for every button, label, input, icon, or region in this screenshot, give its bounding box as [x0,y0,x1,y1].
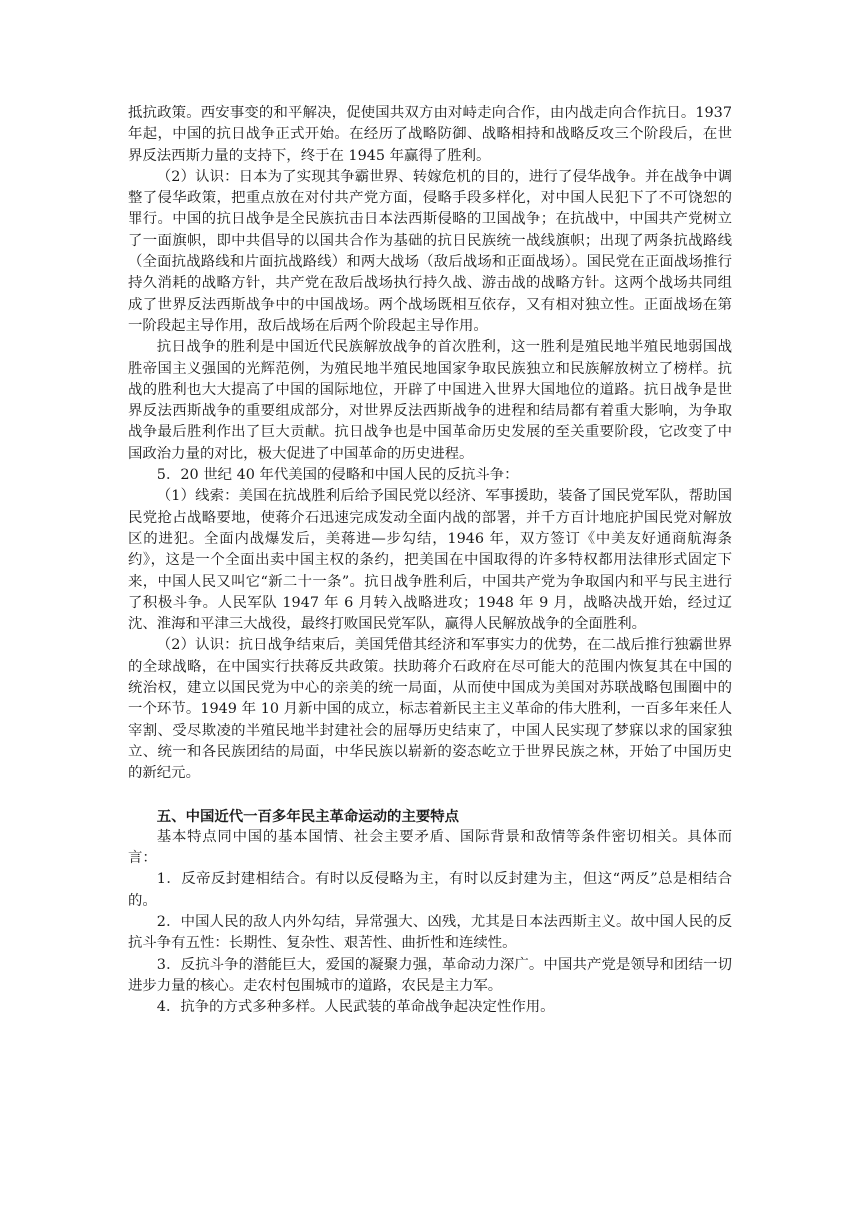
paragraph-victory-significance: 抗日战争的胜利是中国近代民族解放战争的首次胜利，这一胜利是殖民地半殖民地弱国战胜帝国主义强国的光辉范例，为殖民地半殖民地国家争取民族独立和民族解放树立了榜样。抗战的胜利也大大提高了中国的国际地位，开辟了中国进入世界大国地位的道路。抗日战争是世界反法西斯战争的重要组成部分，对世界反法西斯战争的进程和结局都有着重大影响，为争取战争最后胜利作出了巨大贡献。抗日战争也是中国革命历史发展的至关重要阶段，它改变了中国政治力量的对比，极大促进了中国革命的历史进程。 [128,339,732,462]
list-item-1: 1．反帝反封建相结合。有时以反侵略为主，有时以反封建为主，但这“两反”总是相结合的。 [128,871,732,909]
paragraph-clue-us-aggression: （1）线索：美国在抗战胜利后给予国民党以经济、军事援助，装备了国民党军队，帮助国民党抢占战略要地，使蒋介石迅速完成发动全面内战的部署，并千方百计地庇护国民党对解放区的进犯。全面内战爆发后，美蒋进—步勾结，1946 年，双方签订《中美友好通商航海条约》，这是一个全面出卖中国主权的条约，把美国在中国取得的许多特权都用法律形式固定下来，中国人民又叫它“新二十一条”。抗日战争胜利后，中国共产党为争取国内和平与民主进行了积极斗争。人民军队 1947 年 6 月转入战略进攻；1948 年 9 月，战略决战开始，经过辽沈、淮海和平津三大战役，最终打败国民党军队，赢得人民解放战争的全面胜利。 [128,488,732,633]
section-heading-five: 五、中国近代一百多年民主革命运动的主要特点 [156,807,460,825]
list-item-2: 2．中国人民的敌人内外勾结，异常强大、凶残，尤其是日本法西斯主义。故中国人民的反抗斗争有五性：长期性、复杂性、艰苦性、曲折性和连续性。 [128,913,732,952]
paragraph-item-5-title: 5．20 世纪 40 年代美国的侵略和中国人民的反抗斗争： [156,467,519,484]
document-page [128,103,732,1018]
paragraph-cognition-us-strategy: （2）认识：抗日战争结束后，美国凭借其经济和军事实力的优势，在二战后推行独霸世界的全球战略，在中国实行扶蒋反共政策。扶助蒋介石政府在尽可能大的范围内恢复其在中国的统治权，建立以国民党为中心的亲美的统一局面，从而使中国成为美国对苏联战略包围圈中的一个环节。1949 年 10 月新中国的成立，标志着新民主主义革命的伟大胜利，一百多年来任人宰割、受尽欺凌的半殖民地半封建社会的屈辱历史结束了，中国人民实现了梦寐以求的国家独立、统一和各民族团结的局面，中华民族以崭新的姿态屹立于世界民族之林，开始了中国历史的新纪元。 [128,637,732,782]
paragraph-basic-features: 基本特点同中国的基本国情、社会主要矛盾、国际背景和敌情等条件密切相关。具体而言： [128,828,732,867]
list-item-3: 3．反抗斗争的潜能巨大，爱国的凝聚力强，革命动力深广。中国共产党是领导和团结一切进步力量的核心。走农村包围城市的道路，农民是主力军。 [128,956,732,994]
list-item-4: 4．抗争的方式多种多样。人民武装的革命战争起决定性作用。 [156,999,555,1016]
paragraph-continuation: 抵抗政策。西安事变的和平解决，促使国共双方由对峙走向合作，由内战走向合作抗日。1937年起，中国的抗日战争正式开始。在经历了战略防御、战略相持和战略反攻三个阶段后，在世界反法西斯力量的支持下，终于在 1945 年赢得了胜利。 [128,105,732,164]
paragraph-cognition-japan-war: （2）认识：日本为了实现其争霸世界、转嫁危机的目的，进行了侵华战争。并在战争中调整了侵华政策，把重点放在对付共产党方面，侵略手段多样化，对中国人民犯下了不可饶恕的罪行。中国的抗日战争是全民族抗击日本法西斯侵略的卫国战争；在抗战中，中国共产党树立了一面旗帜，即中共倡导的以国共合作为基础的抗日民族统一战线旗帜；出现了两条抗战路线（全面抗战路线和片面抗战路线）和两大战场（敌后战场和正面战场）。国民党在正面战场推行持久消耗的战略方针，共产党在敌后战场执行持久战、游击战的战略方针。这两个战场共同组成了世界反法西斯战争中的中国战场。两个战场既相互依存，又有相对独立性。正面战场在第一阶段起主导作用，敌后战场在后两个阶段起主导作用。 [128,168,732,334]
